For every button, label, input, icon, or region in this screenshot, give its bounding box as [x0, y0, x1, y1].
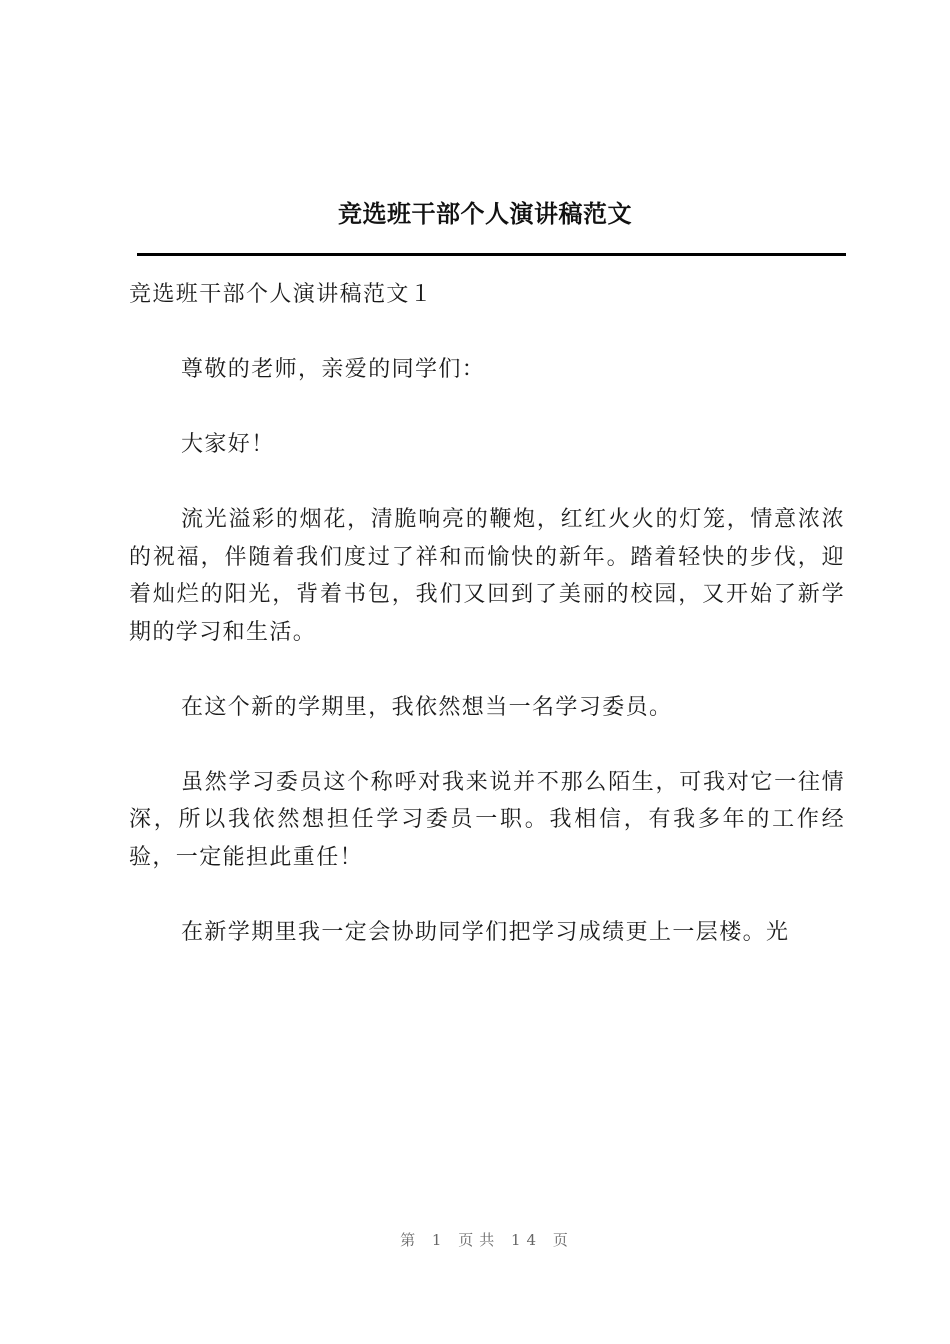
- body-paragraph: 在新学期里我一定会协助同学们把学习成绩更上一层楼。光: [181, 919, 790, 945]
- title-divider: [137, 253, 846, 256]
- document-title: 竞选班干部个人演讲稿范文: [338, 199, 632, 228]
- document-body: [129, 276, 845, 989]
- page-number-footer: 第 1 页共 14 页: [400, 1231, 574, 1249]
- salutation: 尊敬的老师，亲爱的同学们：: [181, 357, 486, 382]
- body-paragraph: 虽然学习委员这个称呼对我来说并不那么陌生，可我对它一往情深，所以我依然想担任学习委员一职。我相信，有我多年的工作经验，一定能担此重任！: [129, 769, 845, 870]
- body-paragraph: 在这个新的学期里，我依然想当一名学习委员。: [181, 694, 673, 720]
- section-heading: 竞选班干部个人演讲稿范文１: [129, 282, 434, 307]
- body-paragraph: 流光溢彩的烟花，清脆响亮的鞭炮，红红火火的灯笼，情意浓浓的祝福，伴随着我们度过了祥和而愉快的新年。踏着轻快的步伐，迎着灿烂的阳光，背着书包，我们又回到了美丽的校园，又开始了新学期的学习和生活。: [129, 507, 845, 645]
- greeting: 大家好！: [181, 432, 275, 457]
